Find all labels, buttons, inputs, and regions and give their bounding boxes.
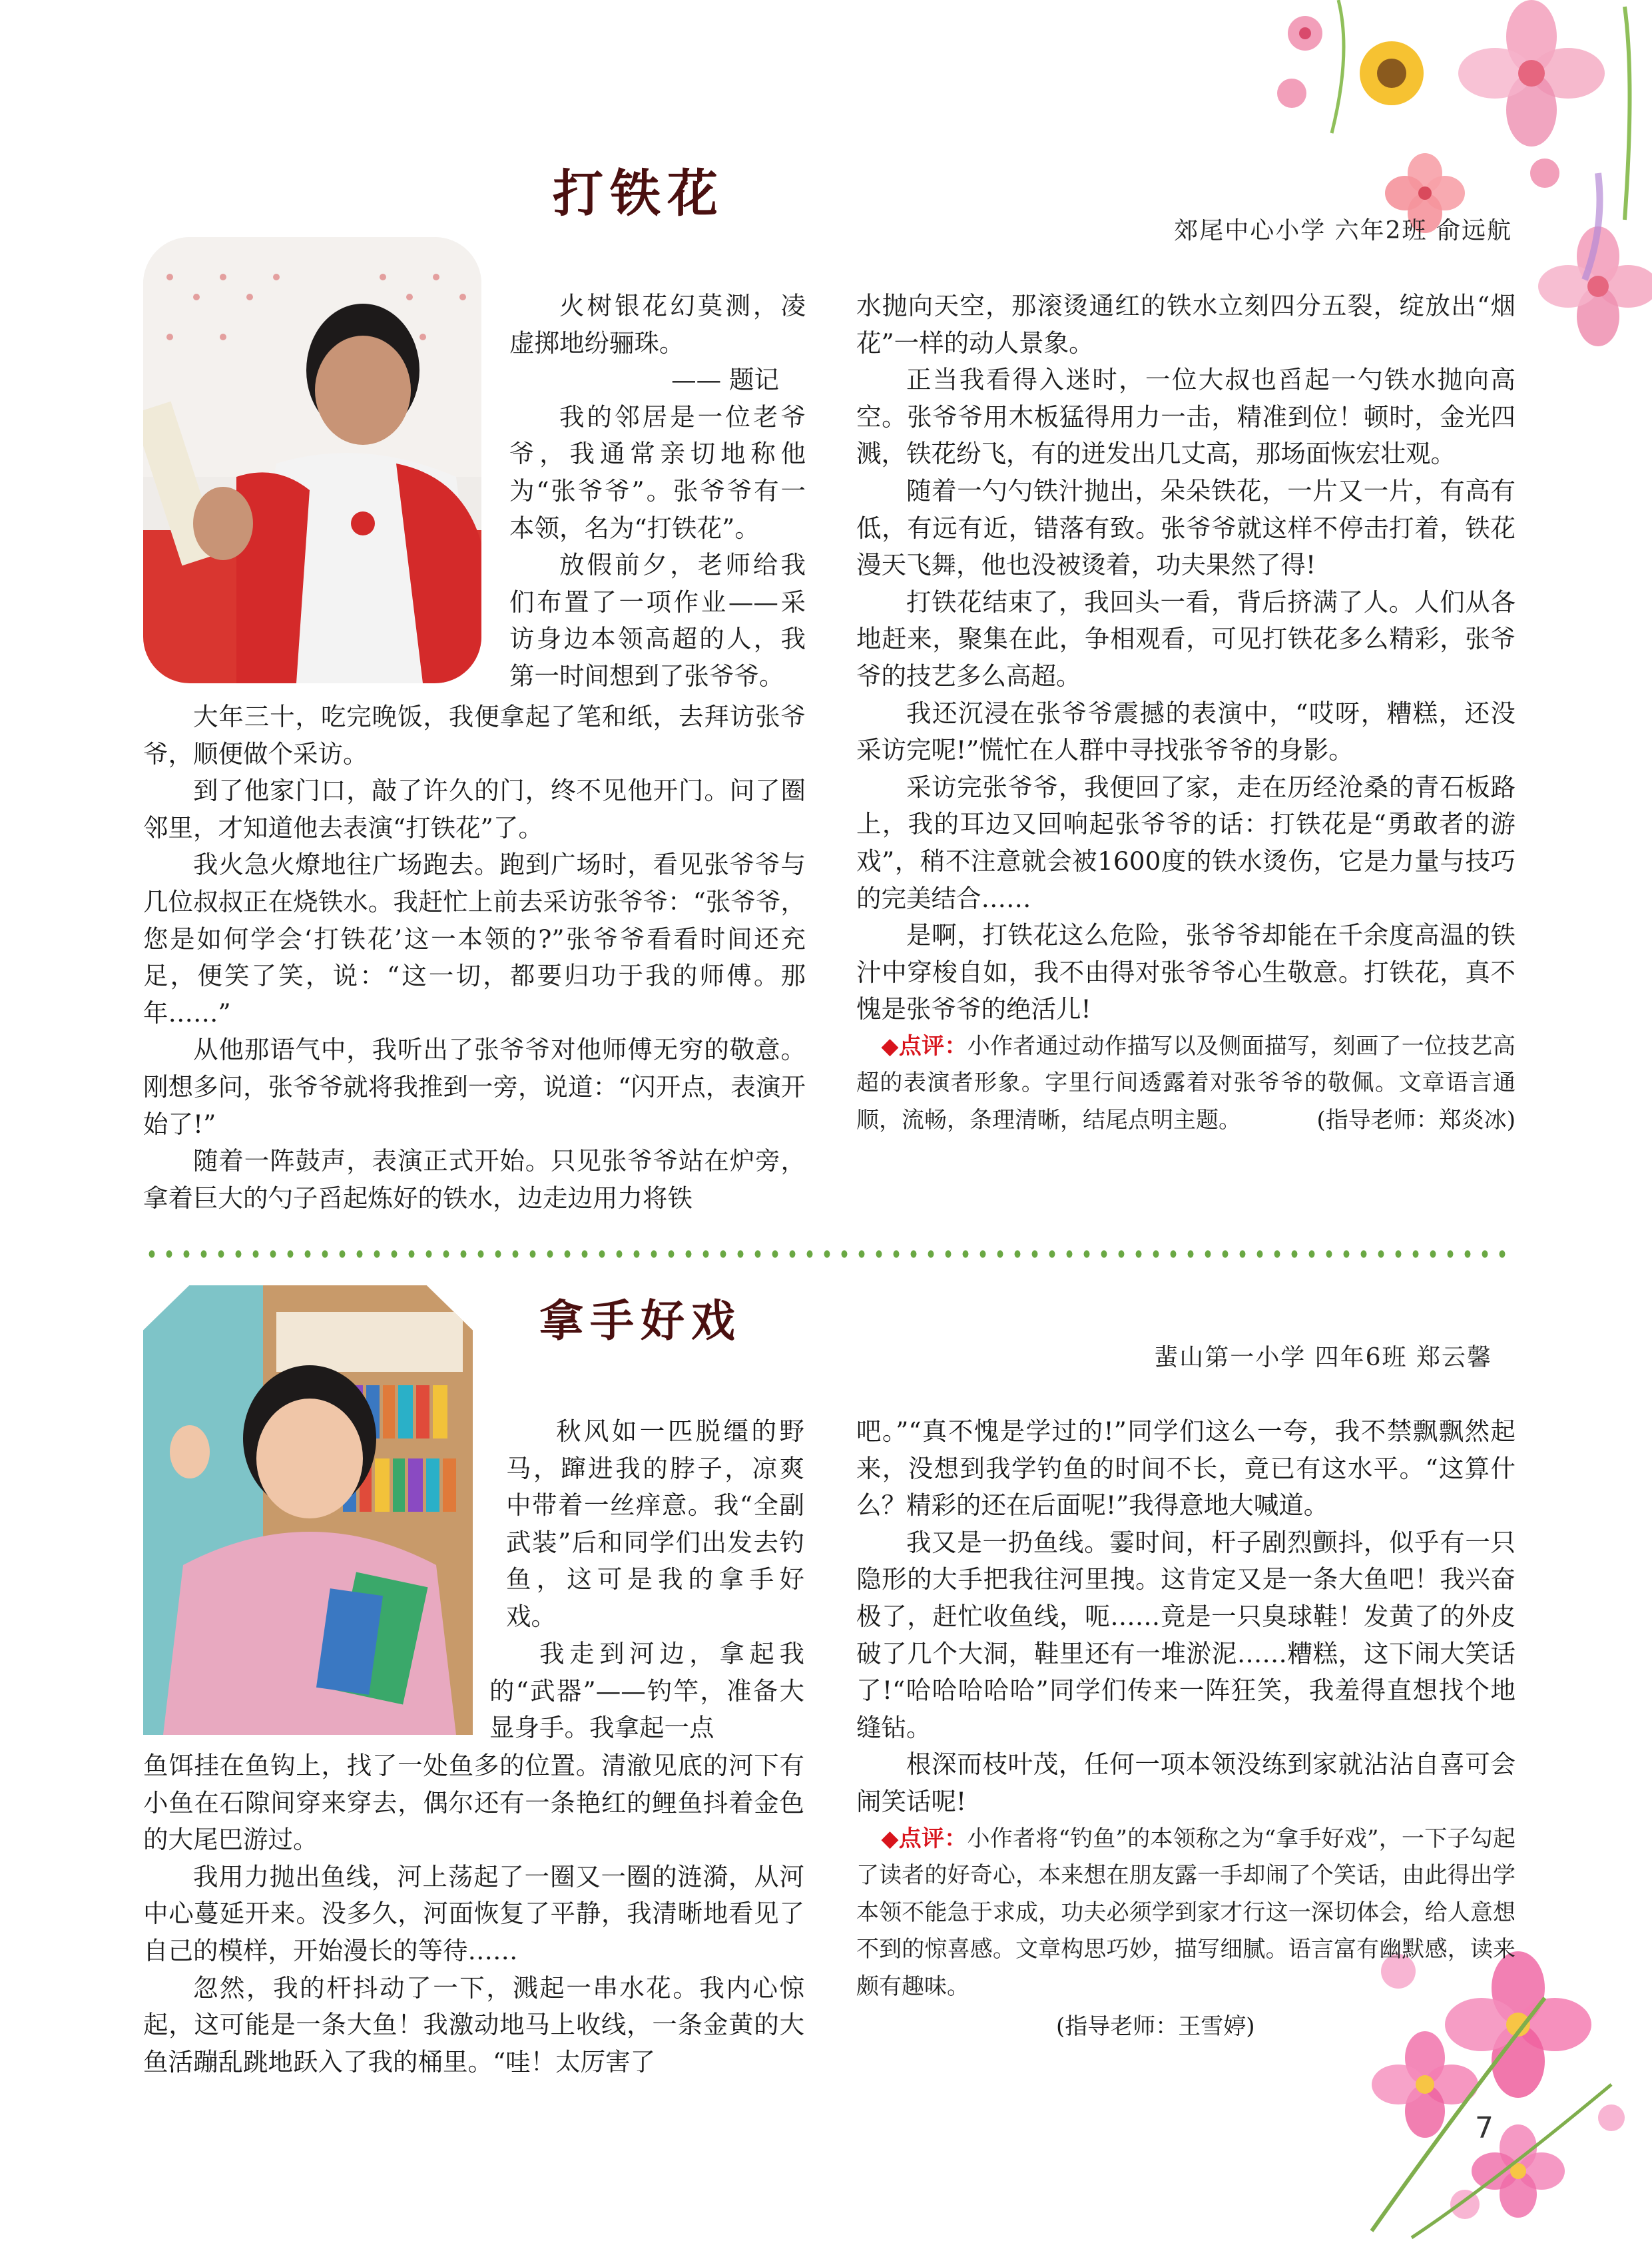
article1-paragraph: 随着一勺勺铁汁抛出，朵朵铁花，一片又一片，有高有低，有远有近，错落有致。张爷爷就这样不停击打着，铁花漫天飞舞，他也没被烫着，功夫果然了得! [856, 476, 1515, 580]
boy-reading-photo [143, 237, 481, 683]
article1-paragraph: 打铁花结束了，我回头一看，背后挤满了人。人们从各地赶来，聚集在此，争相观看，可见打铁花多么精彩，张爷爷的技艺多么高超。 [856, 587, 1515, 691]
article2-col1-lower [143, 1748, 804, 2081]
article2-col2 [856, 1413, 1515, 2045]
section-divider [143, 1248, 1515, 1260]
article2-title: 拿手好戏 [539, 1295, 742, 1347]
article1-paragraph: 水抛向天空，那滚烫通红的铁水立刻四分五裂，绽放出“烟花”一样的动人景象。 [856, 291, 1515, 358]
article1-paragraph: 是啊，打铁花这么危险，张爷爷却能在千余度高温的铁汁中穿梭自如，我不由得对张爷爷心生敬意。打铁花，真不愧是张爷爷的绝活儿! [856, 920, 1515, 1024]
article1-paragraph: 放假前夕，老师给我们布置了一项作业——采访身边本领高超的人，我第一时间想到了张爷爷。 [509, 550, 806, 691]
article1-paragraph: 采访完张爷爷，我便回了家，走在历经沧桑的青石板路上，我的耳边又回响起张爷爷的话：打铁花是“勇敢者的游戏”，稍不注意就会被1600度的铁水烫伤，它是力量与技巧的完美结合…… [856, 772, 1515, 913]
article1-title: 打铁花 [553, 164, 724, 223]
article1-paragraph: 我火急火燎地往广场跑去。跑到广场时，看见张爷爷与几位叔叔正在烧铁水。我赶忙上前去采访张爷爷：“张爷爷，您是如何学会‘打铁花’这一本领的?”张爷爷看看时间还充足，便笑了笑，说：“这一切，都要归功于我的师傅。那年……” [143, 850, 806, 1028]
article1-byline: 郊尾中心小学 六年2班 俞远航 [1174, 217, 1512, 244]
comment-label: ◆点评： [881, 1825, 967, 1852]
article1-intro-block [509, 288, 806, 695]
comment-text: 小作者将“钓鱼”的本领称之为“拿手好戏”，一下子勾起了读者的好奇心，本来想在朋友露一手却闹了个笑话，由此得出学本领不能急于求成，功夫必须学到家才行这一深切体会，给人意想不到的惊喜感。文章构思巧妙，描写细腻。语言富有幽默感，读来颇有趣味。 [856, 1825, 1515, 2000]
article2-wrap-block [489, 1636, 804, 1748]
article2-paragraph: 吧。”“真不愧是学过的!”同学们这么一夸，我不禁飘飘然起来，没想到我学钓鱼的时间不长，竟已有这水平。“这算什么？精彩的还在后面呢!”我得意地大喊道。 [856, 1417, 1515, 1520]
pink-flower-icon [1372, 2031, 1478, 2138]
article2-paragraph-continued: 鱼饵挂在鱼钩上，找了一处鱼多的位置。清澈见底的河下有小鱼在石隙间穿来穿去，偶尔还有一条艳红的鲤鱼抖着金色的大尾巴游过。 [143, 1751, 804, 1855]
article2-paragraph: 秋风如一匹脱缰的野马，蹿进我的脖子，凉爽中带着一丝痒意。我“全副武装”后和同学们出发去钓鱼，这可是我的拿手好戏。 [506, 1417, 804, 1631]
article1-epigraph: 火树银花幻莫测，凌虚掷地纷骊珠。 [509, 291, 806, 358]
article2-paragraph: 我用力抛出鱼线，河上荡起了一圈又一圈的涟漪，从河中心蔓延开来。没多久，河面恢复了平静，我清晰地看见了自己的模样，开始漫长的等待…… [143, 1861, 804, 1965]
article1-paragraph: 正当我看得入迷时，一位大叔也舀起一勺铁水抛向高空。张爷爷用木板猛得用力一击，精准到位！顿时，金光四溅，铁花纷飞，有的迸发出几丈高，那场面恢宏壮观。 [856, 365, 1515, 469]
article2-photo [143, 1285, 473, 1735]
article1-paragraph: 我的邻居是一位老爷爷，我通常亲切地称他为“张爷爷”。张爷爷有一本领，名为“打铁花”。 [509, 402, 806, 543]
article1-col1-lower [143, 699, 806, 1217]
article2-paragraph: 我又是一扔鱼线。霎时间，杆子剧烈颤抖，似乎有一只隐形的大手把我往河里拽。这肯定又是一条大鱼吧！我兴奋极了，赶忙收鱼线，呃……竟是一只臭球鞋！发黄了的外皮破了几个大洞，鞋里还有一堆淤泥……糟糕，这下闹大笑话了!“哈哈哈哈哈”同学们传来一阵狂笑，我羞得直想找个地缝钻。 [856, 1527, 1515, 1742]
page-number: 7 [1475, 2111, 1494, 2145]
article2-paragraph: 忽然，我的杆抖动了一下，溅起一串水花。我内心惊起，这可能是一条大鱼！我激动地马上收线，一条金黄的大鱼活蹦乱跳地跃入了我的桶里。“哇！太厉害了 [143, 1973, 804, 2077]
sunflower-icon [1360, 41, 1424, 105]
article2-comment [856, 1821, 1515, 2006]
article2-byline: 蜚山第一小学 四年6班 郑云馨 [1154, 1344, 1492, 1371]
article2-teacher: (指导老师：王雪婷) [1056, 2013, 1255, 2040]
article1-paragraph: 从他那语气中，我听出了张爷爷对他师傅无穷的敬意。刚想多问，张爷爷就将我推到一旁，说道：“闪开点，表演开始了!” [143, 1035, 806, 1139]
article2-paragraph: 我走到河边，拿起我的“武器”——钓竿，准备大显身手。我拿起一点 [489, 1639, 804, 1743]
pink-flower-icon [1458, 0, 1605, 147]
article1-teacher: (指导老师：郑炎冰) [1316, 1106, 1515, 1133]
article1-paragraph: 到了他家门口，敲了许久的门，终不见他开门。问了圈邻里，才知道他去表演“打铁花”了。 [143, 776, 806, 842]
article2-intro-block [506, 1413, 804, 1636]
article1-paragraph: 随着一阵鼓声，表演正式开始。只见张爷爷站在炉旁，拿着巨大的勺子舀起炼好的铁水，边走边用力将铁 [143, 1146, 806, 1213]
article1-paragraph: 我还沉浸在张爷爷震撼的表演中，“哎呀，糟糕，还没采访完呢!”慌忙在人群中寻找张爷爷的身影。 [856, 698, 1515, 765]
article1-epigraph-source: —— 题记 [671, 365, 779, 395]
girl-with-books-photo [143, 1285, 473, 1735]
article1-col2 [856, 288, 1515, 1139]
article1-paragraph: 大年三十，吃完晚饭，我便拿起了笔和纸，去拜访张爷爷，顺便做个采访。 [143, 702, 806, 769]
article2-paragraph: 根深而枝叶茂，任何一项本领没练到家就沾沾自喜可会闹笑话呢! [856, 1750, 1515, 1816]
comment-text: 小作者通过动作描写以及侧面描写，刻画了一位技艺高超的表演者形象。字里行间透露着对张爷爷的敬佩。文章语言通顺，流畅，条理清晰，结尾点明主题。 [856, 1032, 1515, 1134]
article1-photo [143, 237, 481, 683]
comment-label: ◆点评： [881, 1032, 967, 1060]
